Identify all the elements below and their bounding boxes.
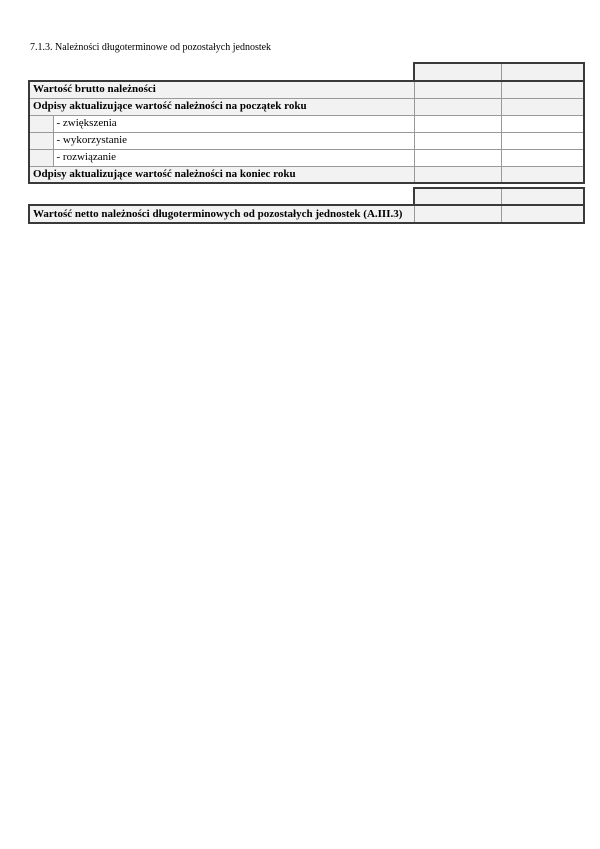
value-cell	[414, 166, 501, 183]
row-label: - rozwiązanie	[53, 149, 414, 166]
table-row-gross-value	[29, 81, 584, 98]
column-header-row	[29, 63, 584, 81]
value-cell	[501, 81, 584, 98]
net-value-table	[28, 187, 585, 224]
indent-cell	[29, 132, 53, 149]
value-cell	[414, 132, 501, 149]
table-row-release	[29, 149, 584, 166]
column-header-cell	[414, 63, 501, 81]
column-header-cell	[501, 63, 584, 81]
header-spacer	[29, 188, 414, 205]
indent-cell	[29, 149, 53, 166]
value-cell	[414, 149, 501, 166]
table-row-writeoffs-start	[29, 98, 584, 115]
row-label: Odpisy aktualizujące wartość należności na początek roku	[29, 98, 414, 115]
column-header-row	[29, 188, 584, 205]
value-cell	[501, 132, 584, 149]
gross-value-and-writeoffs-table	[28, 62, 585, 184]
table-row-utilisation	[29, 132, 584, 149]
section-title: 7.1.3. Należności długoterminowe od pozostałych jednostek	[30, 42, 272, 53]
column-header-cell	[414, 188, 501, 205]
row-label: Wartość netto należności długoterminowych od pozostałych jednostek (A.III.3)	[29, 205, 414, 223]
row-label: Wartość brutto należności	[29, 81, 414, 98]
table-row-increases	[29, 115, 584, 132]
value-cell	[414, 205, 501, 223]
row-label: - wykorzystanie	[53, 132, 414, 149]
value-cell	[501, 98, 584, 115]
header-spacer	[29, 63, 414, 81]
table-row-writeoffs-end	[29, 166, 584, 183]
value-cell	[501, 115, 584, 132]
value-cell	[501, 149, 584, 166]
value-cell	[414, 98, 501, 115]
row-label: - zwiększenia	[53, 115, 414, 132]
value-cell	[414, 115, 501, 132]
table-row-net-value	[29, 205, 584, 223]
row-label: Odpisy aktualizujące wartość należności na koniec roku	[29, 166, 414, 183]
column-header-cell	[501, 188, 584, 205]
value-cell	[501, 205, 584, 223]
indent-cell	[29, 115, 53, 132]
value-cell	[501, 166, 584, 183]
value-cell	[414, 81, 501, 98]
